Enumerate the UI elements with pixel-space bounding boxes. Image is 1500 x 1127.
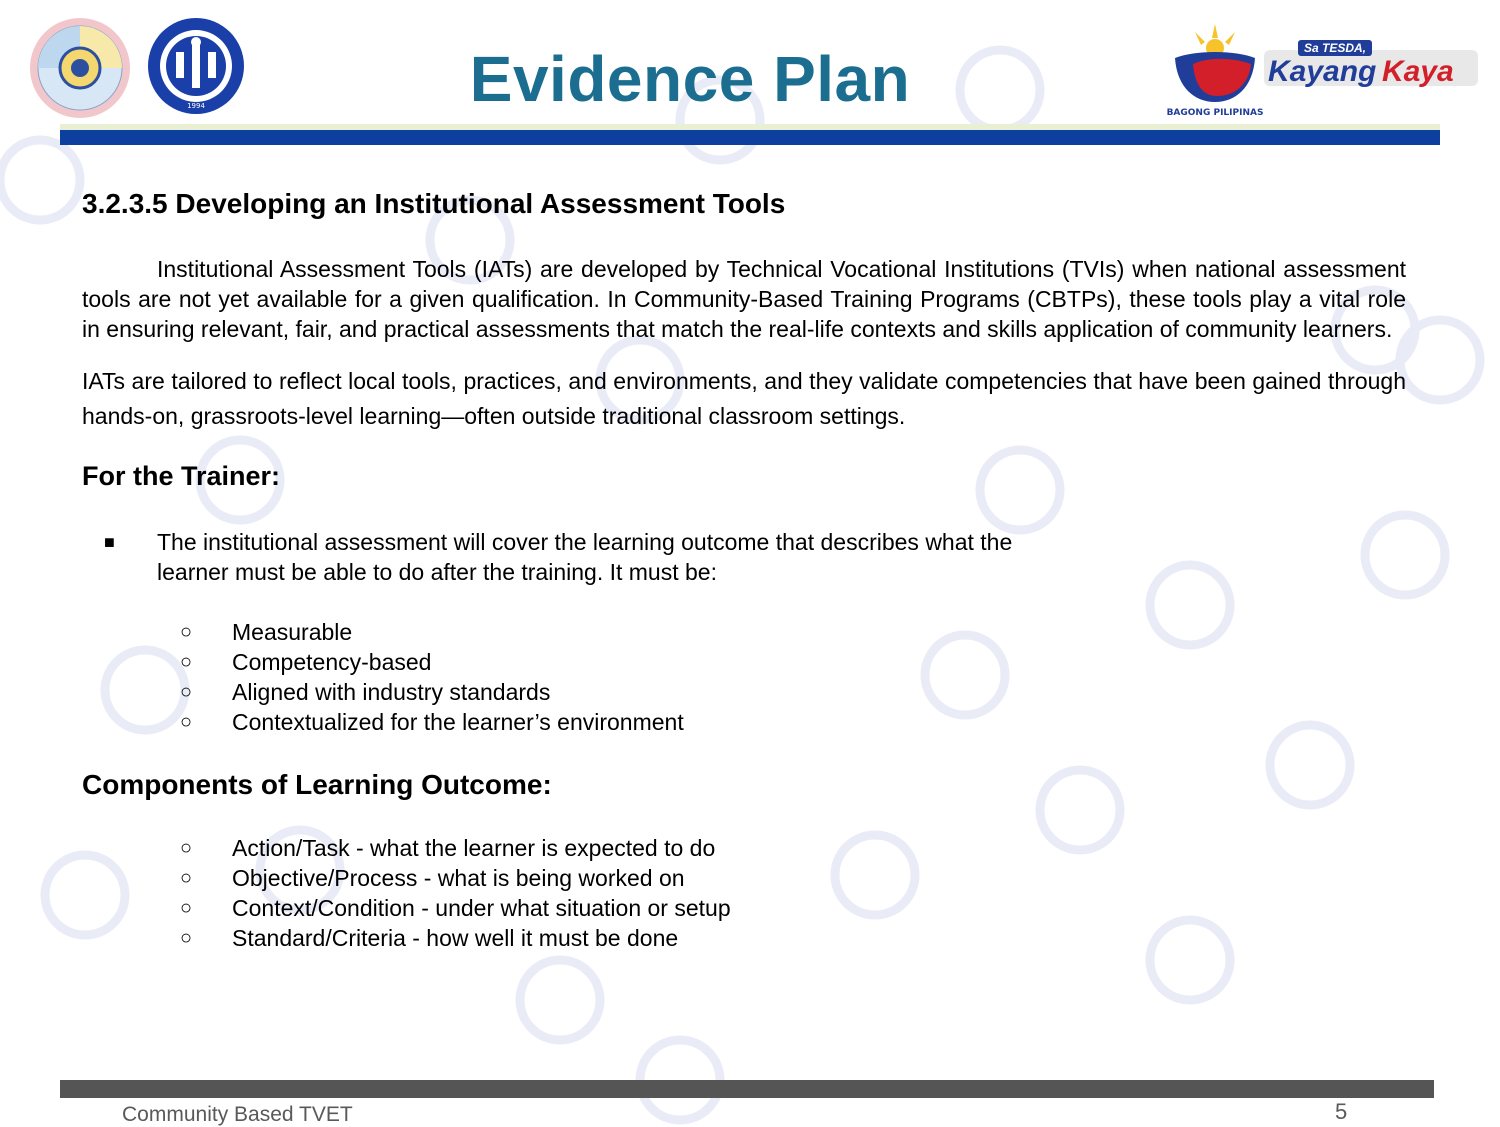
- sa-tesda-kayang-kaya-logo: [1262, 38, 1482, 90]
- page-number: 5: [1335, 1099, 1348, 1124]
- circle-bullet-icon: ○: [180, 927, 193, 949]
- main-content: [82, 188, 1406, 953]
- criteria-item: Measurable: [232, 619, 353, 645]
- seal-year-text: 1994: [187, 102, 205, 110]
- component-item: Context/Condition - under what situation or setup: [232, 895, 731, 921]
- trainer-bullet-text: The institutional assessment will cover the learning outcome that describes what the learner must be able to do after the training. It must be:: [157, 529, 1013, 585]
- component-item: Action/Task - what the learner is expected to do: [232, 835, 716, 861]
- list-item: [82, 707, 1406, 737]
- list-item: [82, 527, 1057, 587]
- circle-bullet-icon: ○: [180, 651, 193, 673]
- criteria-item: Competency-based: [232, 649, 432, 675]
- circle-bullet-icon: ○: [180, 711, 193, 733]
- circle-bullet-icon: ○: [180, 897, 193, 919]
- paragraph-2: IATs are tailored to reflect local tools, practices, and environments, and they validate competencies that have been gained through hands-on, grassroots-level learning—often outside traditional classroom settings.: [82, 368, 1406, 429]
- trainer-heading: For the Trainer:: [82, 461, 281, 491]
- bagong-pilipinas-text: BAGONG PILIPINAS: [1166, 108, 1264, 118]
- criteria-item: Aligned with industry standards: [232, 679, 551, 705]
- footer-divider-bar: [60, 1080, 1434, 1098]
- brand-kayang-text: Kayang: [1268, 55, 1377, 88]
- list-item: [82, 833, 1406, 863]
- bagong-pilipinas-logo: [1165, 18, 1265, 118]
- trainer-bullet-list: [82, 527, 1406, 587]
- component-item: Standard/Criteria - how well it must be done: [232, 925, 679, 951]
- circle-bullet-icon: ○: [180, 837, 193, 859]
- list-item: [82, 647, 1406, 677]
- section-heading: 3.2.3.5 Developing an Institutional Assessment Tools: [82, 188, 786, 219]
- list-item: [82, 893, 1406, 923]
- circle-bullet-icon: ○: [180, 681, 193, 703]
- circle-bullet-icon: ○: [180, 621, 193, 643]
- paragraph-1: Institutional Assessment Tools (IATs) are developed by Technical Vocational Institutions (TVIs) when national assessment tools are not yet available for a given qualification. In Community-Based Training Programs (CBTPs), these tools play a vital role in ensuring relevant, fair, and practical assessments that match the real-life contexts and skills application of community learners.: [82, 256, 1406, 342]
- page-title: Evidence Plan: [469, 43, 911, 115]
- header-divider-bar: [60, 130, 1440, 145]
- list-item: [82, 923, 1406, 953]
- list-item: [82, 677, 1406, 707]
- component-item: Objective/Process - what is being worked on: [232, 865, 685, 891]
- brand-top-text: Sa TESDA,: [1303, 41, 1367, 55]
- components-list: [82, 833, 1406, 953]
- list-item: [82, 617, 1406, 647]
- components-heading: Components of Learning Outcome:: [82, 769, 552, 800]
- brand-kaya-text: Kaya: [1382, 55, 1454, 88]
- circle-bullet-icon: ○: [180, 867, 193, 889]
- list-item: [82, 863, 1406, 893]
- criteria-list: [82, 617, 1406, 737]
- footer-text: Community Based TVET: [122, 1103, 353, 1126]
- criteria-item: Contextualized for the learner’s environment: [232, 709, 684, 735]
- square-bullet-icon: ■: [104, 532, 115, 552]
